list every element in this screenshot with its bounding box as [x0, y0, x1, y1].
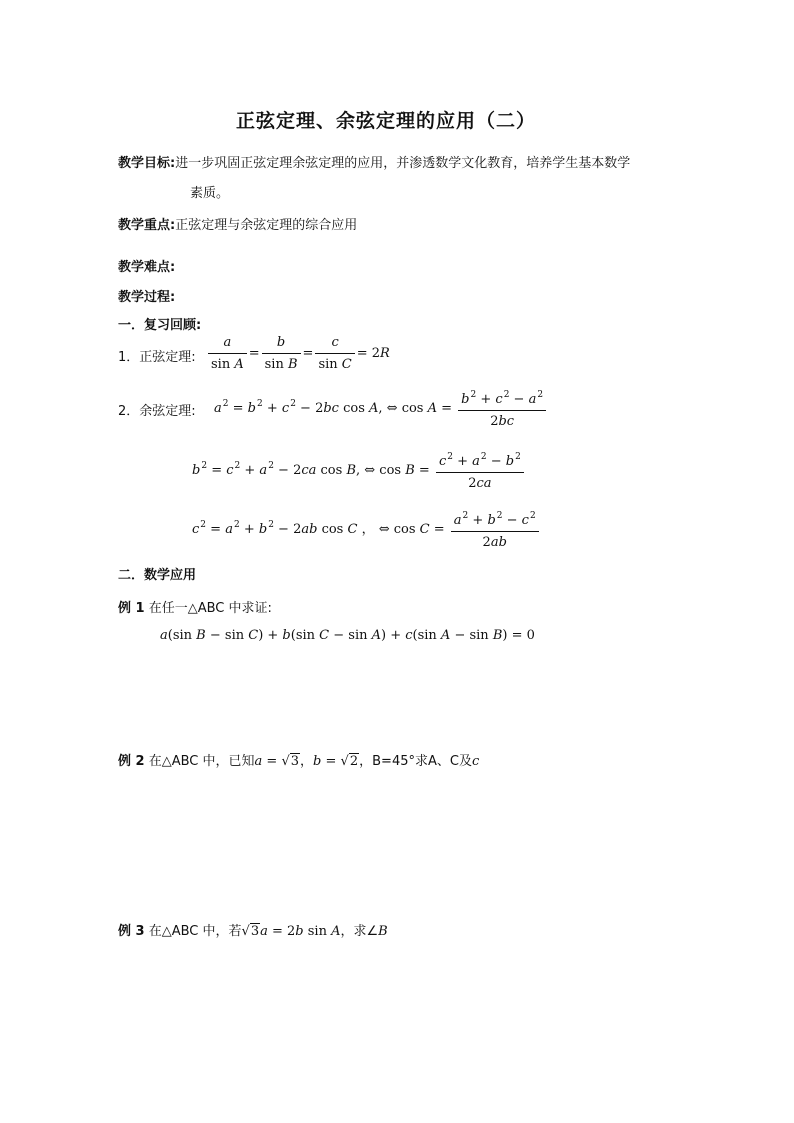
objectives-line2: 素质。: [190, 186, 230, 201]
objectives-text: 进一步巩固正弦定理余弦定理的应用，并渗透数学文化教育，培养学生基本数学: [175, 156, 631, 171]
example1-label: 例 1: [118, 601, 145, 616]
page-title: 正弦定理、余弦定理的应用（二）: [236, 110, 537, 132]
example3: 例 3 在△ABC 中，若√3a = 2b sin A，求∠B: [118, 924, 388, 939]
sine-law-label: 1．正弦定理:: [118, 350, 196, 365]
sine-law-formula: $\frac{a}{\text{sin A}}$ = $\frac{b}{\text{sin B}}$ = $\frac{c}{\text{sin C}}$ = 2R: [206, 334, 390, 373]
example1: [118, 597, 272, 616]
objectives-line1: [118, 152, 630, 171]
example2-text-a: 在△ABC 中，已知: [148, 754, 255, 769]
example2-label: 例 2: [118, 754, 145, 769]
difficulties-label: 教学难点:: [118, 260, 176, 275]
example3-text-b: ，求∠: [340, 924, 379, 939]
example2-text-b: B=45°求A、C及: [372, 754, 472, 769]
example3-given: √3a = 2b sin A: [241, 924, 341, 939]
objectives-label: 教学目标:: [118, 156, 176, 171]
example3-text-a: 在△ABC 中，若: [148, 924, 242, 939]
key-points: [118, 214, 357, 233]
example2: 例 2 在△ABC 中，已知a = √3，b = √2，B=45°求A、C及c: [118, 754, 480, 769]
cosine-law-formula-c: $c^2 = a^2 + b^2 - 2ab$ cos C ， ⇔ cos C = $\frac{a^2 + b^2 - c^2}{2ab}$: [192, 508, 541, 551]
cosine-law-formula-b: $b^2 = c^2 + a^2 - 2ca$ cos B, ⇔ cos B = $\frac{c^2 + a^2 - b^2}{2ca}$: [192, 449, 526, 492]
example3-label: 例 3: [118, 924, 145, 939]
key-points-text: 正弦定理与余弦定理的综合应用: [175, 218, 358, 233]
process-label: 教学过程:: [118, 290, 176, 305]
cosine-law-formula-a: $a^2 = b^2 + c^2 - 2bc$ cos A, ⇔ cos A = $\frac{b^2 + c^2 - a^2}{2bc}$: [214, 387, 548, 430]
cosine-law-label: 2．余弦定理:: [118, 404, 196, 419]
example1-formula: a(sin B − sin C) + b(sin C − sin A) + c(sin A − sin B) = 0: [160, 628, 535, 643]
example2-given: a = √3，b = √2，: [254, 754, 373, 769]
example1-text: 在任一△ABC 中求证:: [148, 601, 272, 616]
application-heading: 二．数学应用: [118, 568, 197, 583]
key-points-label: 教学重点:: [118, 218, 176, 233]
review-heading: 一．复习回顾:: [118, 318, 202, 333]
